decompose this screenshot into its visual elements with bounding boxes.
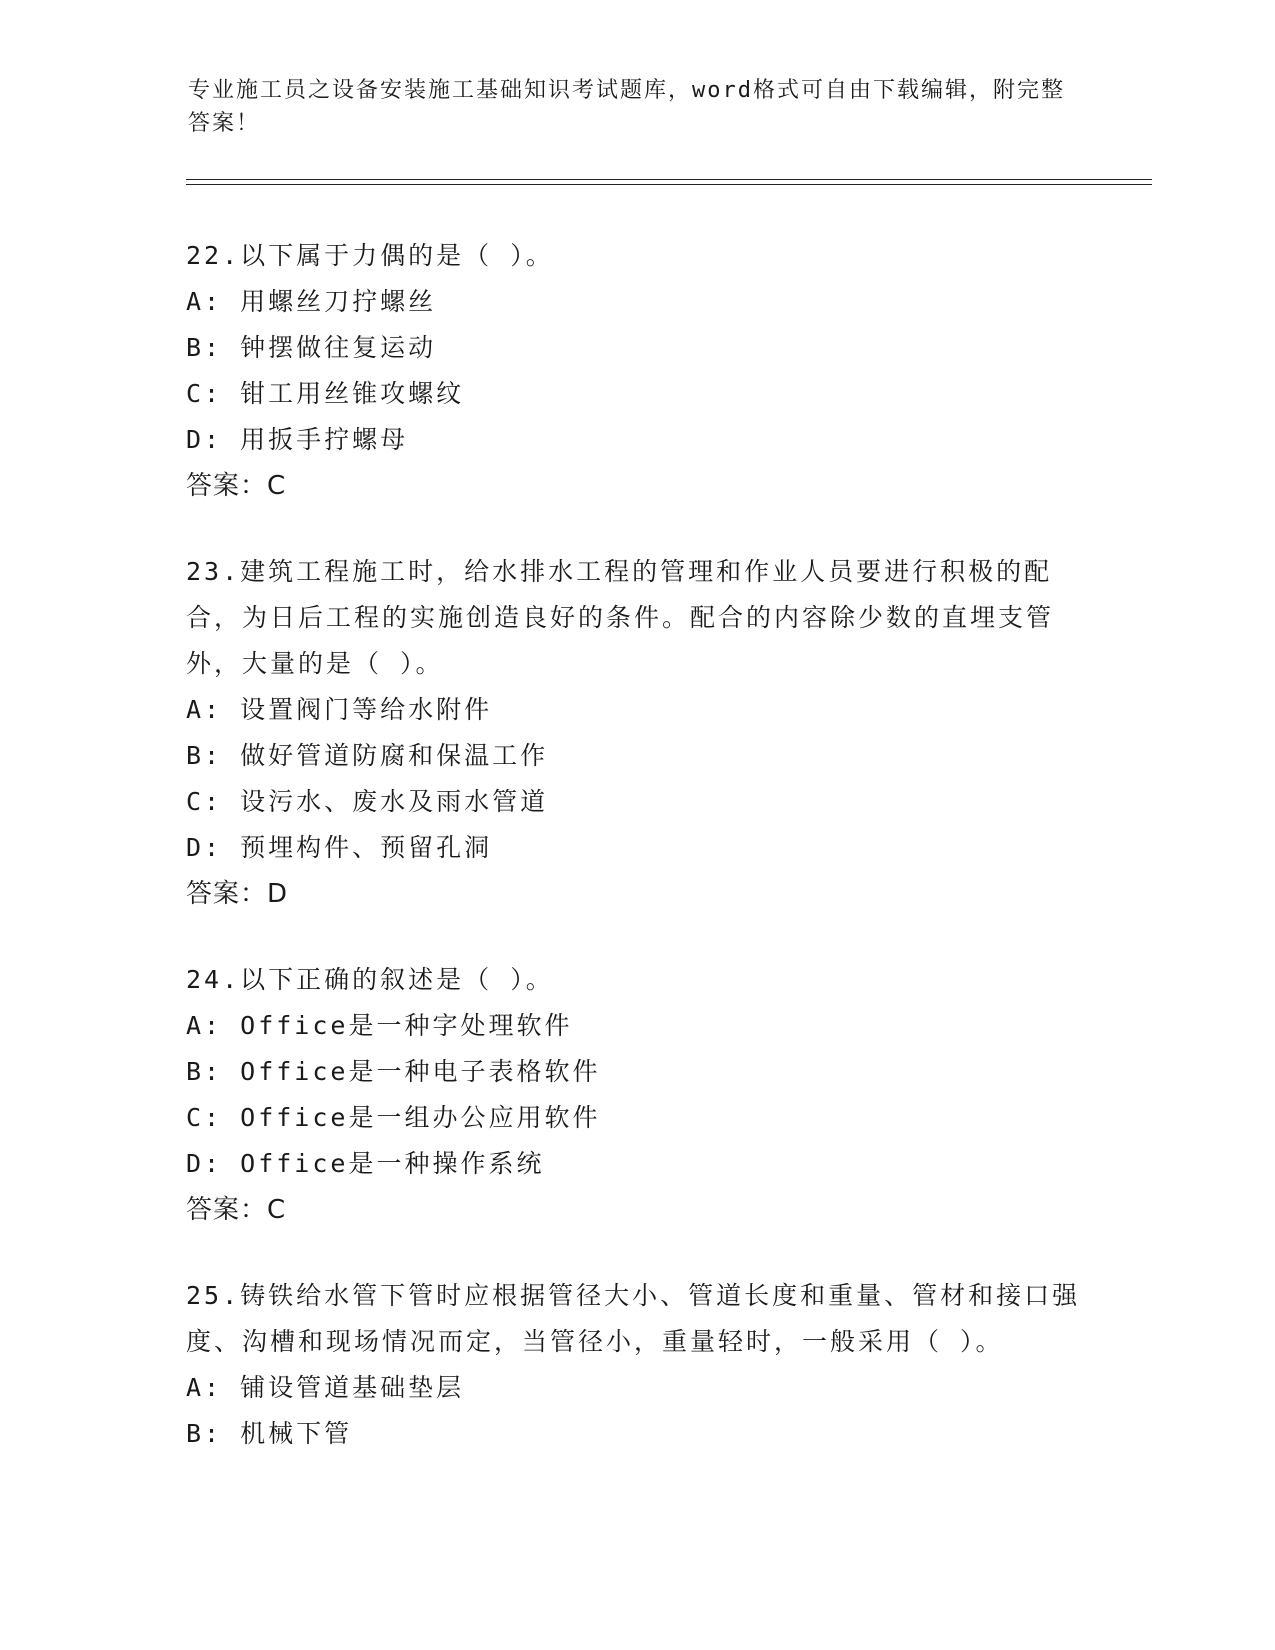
option-c: C: 设污水、废水及雨水管道 [186, 787, 549, 816]
option-a: A: Office是一种字处理软件 [186, 1011, 573, 1040]
option-a: A: 用螺丝刀拧螺丝 [186, 287, 437, 316]
option-a: A: 铺设管道基础垫层 [186, 1373, 465, 1402]
option-b: B: 机械下管 [186, 1419, 353, 1448]
option-d: D: 用扳手拧螺母 [186, 425, 409, 454]
question-22 [186, 233, 1086, 509]
question-stem: 22.以下属于力偶的是（ ）。 [186, 241, 554, 270]
option-b: B: 钟摆做往复运动 [186, 333, 437, 362]
answer-line: 答案：D [186, 879, 289, 909]
option-a: A: 设置阀门等给水附件 [186, 695, 493, 724]
option-c: C: Office是一组办公应用软件 [186, 1103, 601, 1132]
header-rule-bottom [186, 184, 1152, 185]
question-24 [186, 957, 1086, 1233]
question-23 [186, 549, 1086, 917]
option-c: C: 钳工用丝锥攻螺纹 [186, 379, 465, 408]
document-header: 专业施工员之设备安装施工基础知识考试题库，word格式可自由下载编辑，附完整答案！ [188, 78, 1065, 136]
answer-line: 答案：C [186, 471, 287, 501]
header-rule-top [186, 179, 1152, 180]
option-b: B: Office是一种电子表格软件 [186, 1057, 601, 1086]
option-b: B: 做好管道防腐和保温工作 [186, 741, 549, 770]
option-d: D: 预埋构件、预留孔洞 [186, 833, 493, 862]
option-d: D: Office是一种操作系统 [186, 1149, 545, 1178]
question-stem: 24.以下正确的叙述是（ ）。 [186, 965, 554, 994]
question-stem: 23.建筑工程施工时，给水排水工程的管理和作业人员要进行积极的配合，为日后工程的实施创造良好的条件。配合的内容除少数的直埋支管外，大量的是（ ）。 [186, 557, 1055, 678]
question-25 [186, 1273, 1086, 1457]
question-list [186, 233, 1086, 1497]
answer-line: 答案：C [186, 1195, 287, 1225]
question-stem: 25.铸铁给水管下管时应根据管径大小、管道长度和重量、管材和接口强度、沟槽和现场情况而定，当管径小，重量轻时，一般采用（ ）。 [186, 1281, 1081, 1356]
